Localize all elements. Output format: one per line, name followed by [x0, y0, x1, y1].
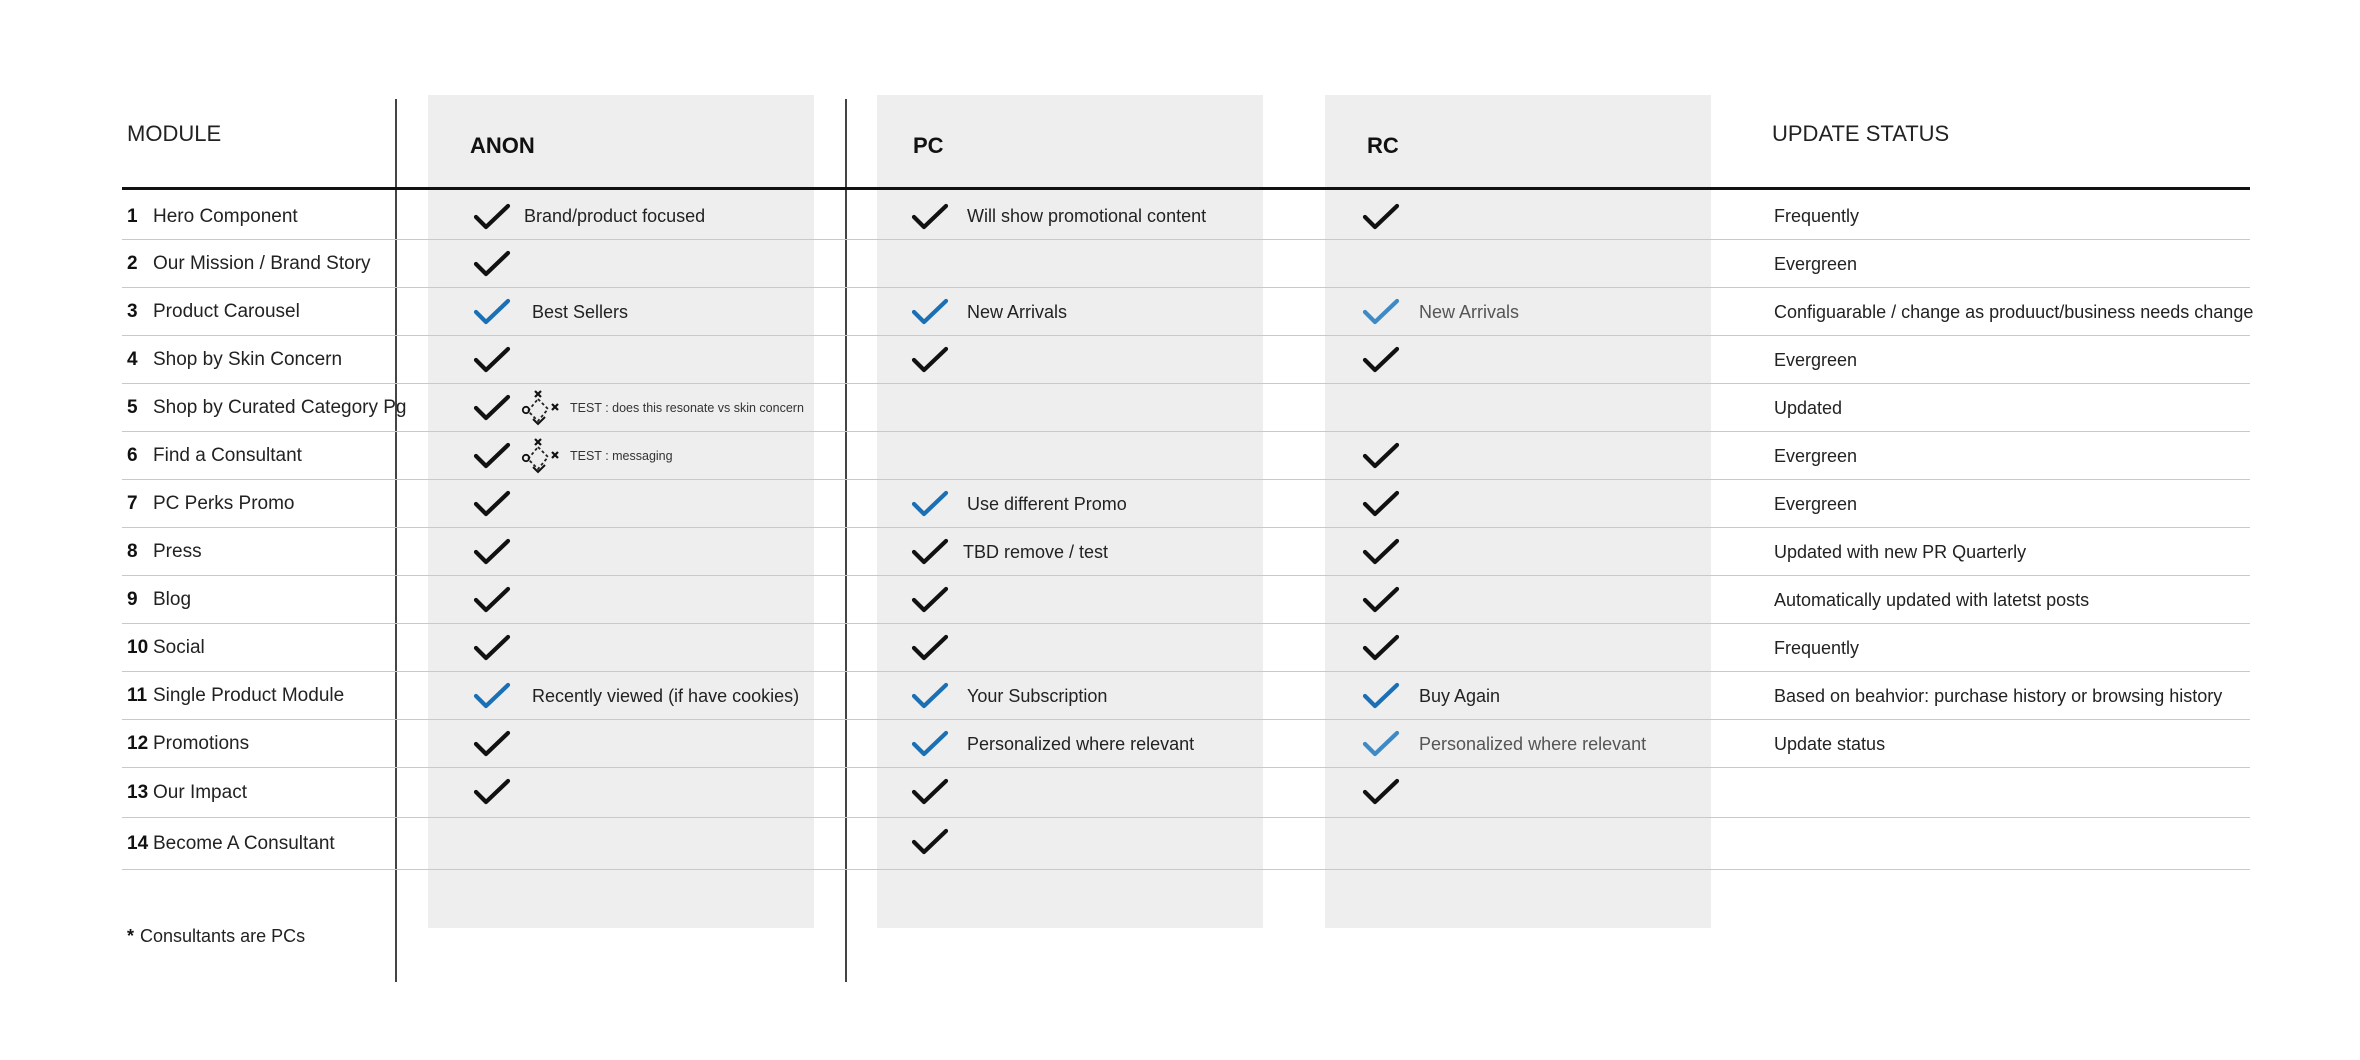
checkmark-icon	[1362, 489, 1400, 519]
update-status-header: UPDATE STATUS	[1772, 121, 1950, 146]
anon-note: TEST : does this resonate vs skin concern	[570, 401, 804, 415]
row-number: 11	[127, 685, 148, 706]
anon-note: Recently viewed (if have cookies)	[532, 686, 800, 706]
table-row	[0, 720, 2360, 768]
module-name: PC Perks Promo	[153, 493, 295, 514]
row-separator	[122, 869, 2250, 870]
pc-note: New Arrivals	[967, 302, 1068, 322]
row-number: 8	[127, 541, 138, 562]
module-header: MODULE	[127, 121, 222, 146]
row-number: 4	[127, 349, 138, 370]
rc-header: RC	[1367, 133, 1399, 158]
checkmark-icon	[473, 441, 511, 471]
blue-checkmark-icon	[911, 297, 949, 327]
checkmark-icon	[473, 345, 511, 375]
anon-note: Brand/product focused	[524, 206, 706, 226]
checkmark-icon	[1362, 537, 1400, 567]
row-number: 13	[127, 782, 149, 803]
pc-note: Personalized where relevant	[967, 734, 1195, 754]
module-name: Find a Consultant	[153, 445, 302, 466]
table-row	[0, 768, 2360, 818]
checkmark-icon	[911, 202, 949, 232]
pc-note: Use different Promo	[967, 494, 1127, 514]
module-name: Product Carousel	[153, 301, 300, 322]
checkmark-icon	[1362, 441, 1400, 471]
update-status: Automatically updated with latetst posts	[1774, 590, 2090, 610]
checkmark-icon	[911, 777, 949, 807]
module-name: Social	[153, 637, 205, 658]
module-name: Hero Component	[153, 206, 298, 227]
row-number: 10	[127, 637, 149, 658]
blue-checkmark-icon	[911, 681, 949, 711]
checkmark-icon	[473, 585, 511, 615]
checkmark-icon	[473, 249, 511, 279]
anon-header: ANON	[470, 133, 535, 158]
rc-note: Buy Again	[1419, 686, 1501, 706]
table-row	[0, 624, 2360, 672]
table-row	[0, 480, 2360, 528]
update-status: Evergreen	[1774, 494, 1858, 514]
update-status: Evergreen	[1774, 254, 1858, 274]
checkmark-icon	[473, 202, 511, 232]
checkmark-icon	[911, 537, 949, 567]
module-name: Our Mission / Brand Story	[153, 253, 371, 274]
checkmark-icon	[911, 633, 949, 663]
checkmark-icon	[911, 827, 949, 857]
table-row	[0, 336, 2360, 384]
row-number: 6	[127, 445, 138, 466]
blue-checkmark-icon	[473, 681, 511, 711]
rc-note: New Arrivals	[1419, 302, 1520, 322]
update-status: Updated with new PR Quarterly	[1774, 542, 2027, 562]
table-row	[0, 193, 2360, 240]
row-number: 14	[127, 833, 149, 854]
checkmark-icon	[473, 489, 511, 519]
blue-checkmark-icon	[911, 489, 949, 519]
checkmark-icon	[473, 729, 511, 759]
update-status: Frequently	[1774, 638, 1860, 658]
update-status: Evergreen	[1774, 446, 1858, 466]
module-name: Blog	[153, 589, 192, 610]
module-name: Shop by Skin Concern	[153, 349, 343, 370]
table-row	[0, 288, 2360, 336]
row-number: 5	[127, 397, 138, 418]
module-name: Our Impact	[153, 782, 247, 803]
table-row	[0, 384, 2360, 432]
table-row	[0, 818, 2360, 870]
blue-checkmark-icon	[1362, 297, 1400, 327]
module-name: Promotions	[153, 733, 250, 754]
table-row	[0, 576, 2360, 624]
module-name: Press	[153, 541, 202, 562]
table-row	[0, 672, 2360, 720]
checkmark-icon	[473, 393, 511, 423]
footnote	[127, 926, 305, 947]
update-status: Configuarable / change as produuct/business needs change	[1774, 302, 2254, 322]
row-number: 2	[127, 253, 138, 274]
row-number: 7	[127, 493, 138, 514]
blue-checkmark-icon	[1362, 729, 1400, 759]
pc-header: PC	[913, 133, 944, 158]
update-status: Frequently	[1774, 206, 1860, 226]
pc-note: Will show promotional content	[967, 206, 1207, 226]
checkmark-icon	[1362, 345, 1400, 375]
update-status: Based on beahvior: purchase history or browsing history	[1774, 686, 2223, 706]
update-status: Evergreen	[1774, 350, 1858, 370]
module-name: Become A Consultant	[153, 833, 335, 854]
table-row	[0, 528, 2360, 576]
footnote-text: Consultants are PCs	[140, 926, 306, 946]
checkmark-icon	[1362, 777, 1400, 807]
play-diagram-icon	[521, 390, 561, 430]
blue-checkmark-icon	[473, 297, 511, 327]
update-status: Updated	[1774, 398, 1843, 418]
rc-note: Personalized where relevant	[1419, 734, 1647, 754]
anon-note: Best Sellers	[532, 302, 629, 322]
row-number: 12	[127, 733, 149, 754]
pc-note: TBD remove / test	[963, 542, 1109, 562]
anon-note: TEST : messaging	[570, 449, 673, 463]
row-number: 3	[127, 301, 138, 322]
footnote-star: *	[127, 926, 135, 946]
checkmark-icon	[473, 777, 511, 807]
update-status: Update status	[1774, 734, 1886, 754]
pc-note: Your Subscription	[967, 686, 1108, 706]
blue-checkmark-icon	[911, 729, 949, 759]
module-name: Single Product Module	[153, 685, 345, 706]
checkmark-icon	[1362, 585, 1400, 615]
checkmark-icon	[1362, 633, 1400, 663]
blue-checkmark-icon	[1362, 681, 1400, 711]
module-name: Shop by Curated Category Pg	[153, 397, 407, 418]
checkmark-icon	[911, 585, 949, 615]
header-rule	[122, 187, 2250, 190]
checkmark-icon	[473, 537, 511, 567]
table-row	[0, 432, 2360, 480]
row-number: 1	[127, 206, 138, 227]
table-row	[0, 240, 2360, 288]
row-number: 9	[127, 589, 138, 610]
play-diagram-icon	[521, 438, 561, 478]
checkmark-icon	[1362, 202, 1400, 232]
checkmark-icon	[473, 633, 511, 663]
checkmark-icon	[911, 345, 949, 375]
